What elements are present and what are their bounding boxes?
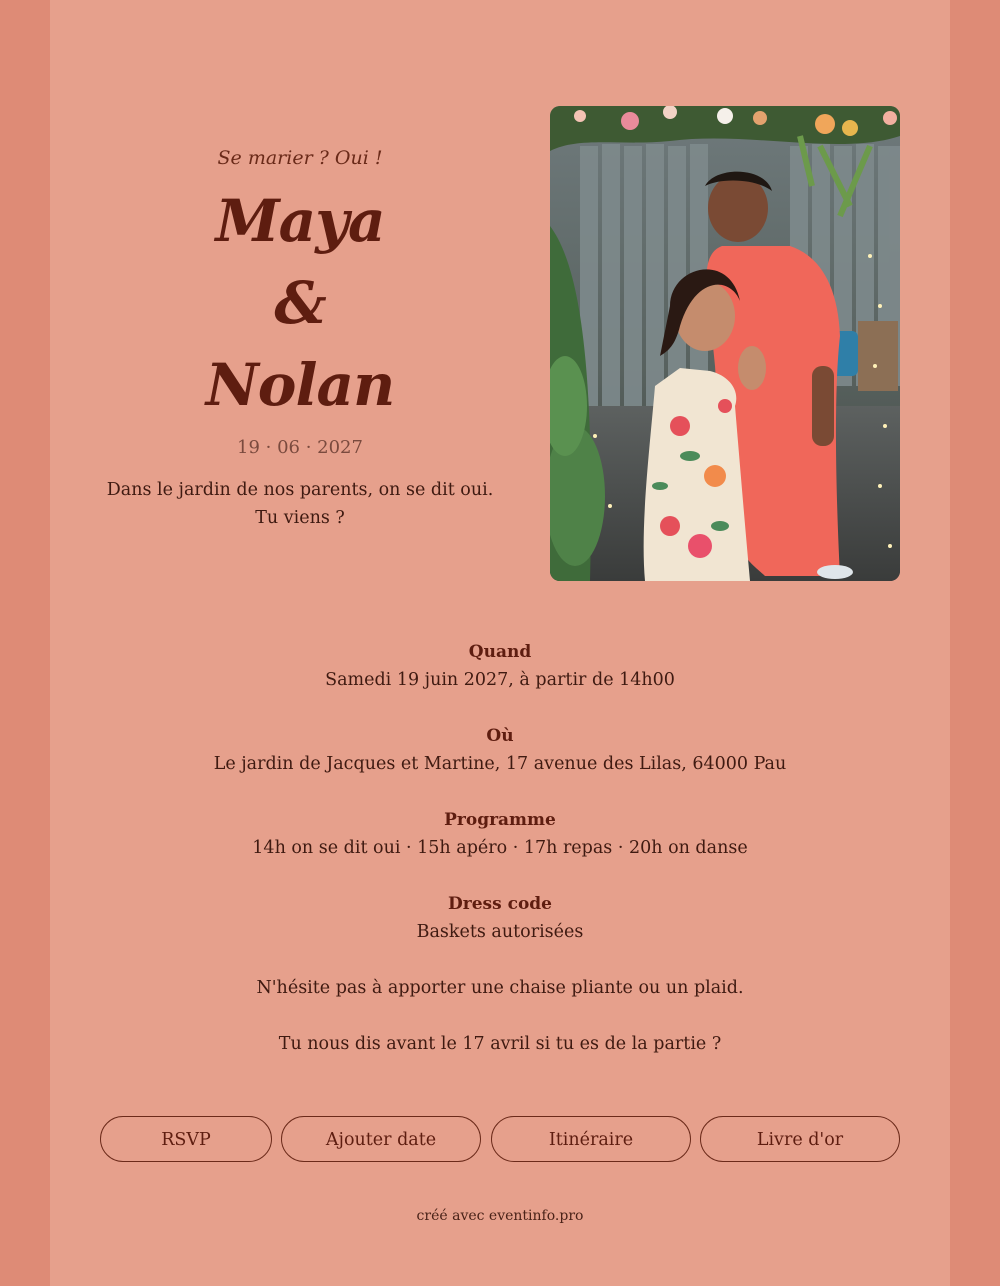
couple-names (100, 180, 500, 426)
detail-title: Programme (444, 810, 556, 830)
detail-title: Quand (468, 642, 532, 662)
detail-when (50, 638, 950, 722)
hero-section (50, 0, 950, 600)
wedding-date: 19 · 06 · 2027 (237, 437, 363, 458)
intro-line: Tu viens ? (255, 508, 345, 528)
intro-line: Dans le jardin de nos parents, on se dit oui. (106, 480, 494, 500)
detail-value: Samedi 19 juin 2027, à partir de 14h00 (325, 670, 675, 690)
detail-value: Baskets autorisées (416, 922, 584, 942)
intro-text (100, 476, 500, 532)
name-first: Maya (215, 187, 385, 255)
detail-value: Le jardin de Jacques et Martine, 17 avenue des Lilas, 64000 Pau (213, 754, 787, 774)
tagline: Se marier ? Oui ! (217, 147, 383, 169)
guestbook-button[interactable]: Livre d'or (700, 1116, 900, 1162)
action-buttons (100, 1116, 900, 1164)
ampersand: & (274, 269, 326, 337)
note-rsvp-deadline: Tu nous dis avant le 17 avril si tu es de la partie ? (278, 1034, 722, 1054)
hero-text (100, 140, 500, 532)
add-date-button[interactable]: Ajouter date (281, 1116, 481, 1162)
detail-title: Dress code (448, 894, 552, 914)
name-second: Nolan (205, 351, 395, 419)
detail-where (50, 722, 950, 806)
detail-value: 14h on se dit oui · 15h apéro · 17h repas · 20h on danse (252, 838, 748, 858)
footer-credit[interactable]: créé avec eventinfo.pro (416, 1208, 584, 1224)
rsvp-button[interactable]: RSVP (100, 1116, 272, 1162)
itinerary-button[interactable]: Itinéraire (491, 1116, 691, 1162)
couple-photo (550, 106, 900, 581)
detail-dress-code (50, 890, 950, 974)
detail-program (50, 806, 950, 890)
note-bring-chair: N'hésite pas à apporter une chaise pliante ou un plaid. (256, 978, 744, 998)
detail-title: Où (486, 726, 514, 746)
invitation-card (50, 0, 950, 1286)
event-details (50, 638, 950, 1086)
